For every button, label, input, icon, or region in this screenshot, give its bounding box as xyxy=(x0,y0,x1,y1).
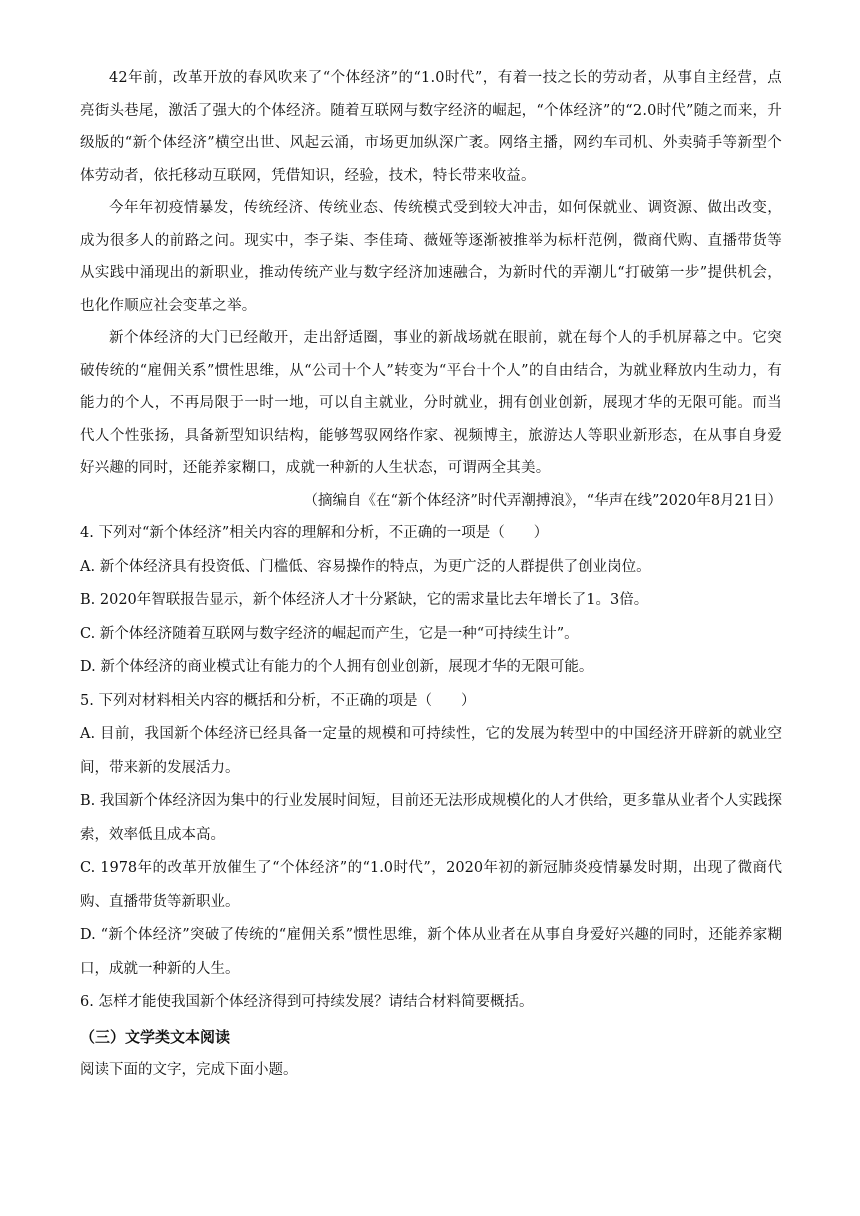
section-3-title: （三）文学类文本阅读 xyxy=(80,1027,231,1046)
question-4 xyxy=(80,517,782,685)
article-paragraph-1: 42年前，改革开放的春风吹来了“个体经济”的“1.0时代”，有着一技之长的劳动者，从事自主经营，点亮街头巷尾，激活了强大的个体经济。随着互联网与数字经济的崛起，“个体经济”的“2.0时代”随之而来，升级版的“新个体经济”横空出世、风起云涌，市场更加纵深广袤。网络主播，网约车司机、外卖骑手等新型个体劳动者，依托移动互联网，凭借知识，经验，技术，特长带来收益。 xyxy=(80,70,782,184)
article-paragraph-3: 新个体经济的大门已经敞开，走出舒适圈，事业的新战场就在眼前，就在每个人的手机屏幕之中。它突破传统的“雇佣关系”惯性思维，从“公司十个人”转变为“平台十个人”的自由结合，为就业释放内生动力，有能力的个人，不再局限于一时一地，可以自主就业，分时就业，拥有创业创新，展现才华的无限可能。而当代人个性张扬，具备新型知识结构，能够驾驭网络作家、视频博主，旅游达人等职业新形态，在从事自身爱好兴趣的同时，还能养家糊口，成就一种新的人生状态，可谓两全其美。 xyxy=(80,330,782,476)
question-5-option-d: D. “新个体经济”突破了传统的“雇佣关系”惯性思维，新个体从业者在从事自身爱好兴趣的同时，还能养家糊口，成就一种新的人生。 xyxy=(80,927,782,977)
section-3-instruction: 阅读下面的文字，完成下面小题。 xyxy=(80,1061,298,1078)
question-5-stem: 5. 下列对材料相关内容的概括和分析，不正确的项是（ ） xyxy=(80,692,476,709)
question-6-stem: 6. 怎样才能使我国新个体经济得到可持续发展？请结合材料简要概括。 xyxy=(80,994,534,1010)
article-source: （摘编自《在“新个体经济”时代弄潮搏浪》，“华声在线”2020年8月21日） xyxy=(303,492,782,509)
question-4-option-b: B. 2020年智联报告显示，新个体经济人才十分紧缺，它的需求量比去年增长了1。3倍。 xyxy=(80,592,649,608)
question-4-option-d: D. 新个体经济的商业模式让有能力的个人拥有创业创新，展现才华的无限可能。 xyxy=(80,659,594,675)
question-4-stem: 4. 下列对“新个体经济”相关内容的理解和分析，不正确的一项是（ ） xyxy=(80,525,549,541)
question-5-option-c: C. 1978年的改革开放催生了“个体经济”的“1.0时代”，2020年初的新冠肺炎疫情暴发时期，出现了微商代购、直播带货等新职业。 xyxy=(80,860,782,910)
question-5-option-b: B. 我国新个体经济因为集中的行业发展时间短，目前还无法形成规模化的人才供给，更多靠从业者个人实践探索，效率低且成本高。 xyxy=(80,793,782,843)
question-5-option-a: A. 目前，我国新个体经济已经具备一定量的规模和可持续性，它的发展为转型中的中国经济开辟新的就业空间，带来新的发展活力。 xyxy=(80,726,782,776)
question-5 xyxy=(80,685,782,987)
document-page xyxy=(80,62,782,1087)
article-paragraph-2: 今年年初疫情暴发，传统经济、传统业态、传统模式受到较大冲击，如何保就业、调资源、做出改变，成为很多人的前路之问。现实中，李子柒、李佳琦、薇娅等逐渐被推举为标杆范例，微商代购、直播带货等从实践中涌现出的新职业，推动传统产业与数字经济加速融合，为新时代的弄潮儿“打破第一步”提供机会，也化作顺应社会变革之举。 xyxy=(80,200,782,314)
question-4-option-c: C. 新个体经济随着互联网与数字经济的崛起而产生，它是一种“可持续生计”。 xyxy=(80,625,579,642)
question-4-option-a: A. 新个体经济具有投资低、门槛低、容易操作的特点，为更广泛的人群提供了创业岗位。 xyxy=(80,558,651,575)
